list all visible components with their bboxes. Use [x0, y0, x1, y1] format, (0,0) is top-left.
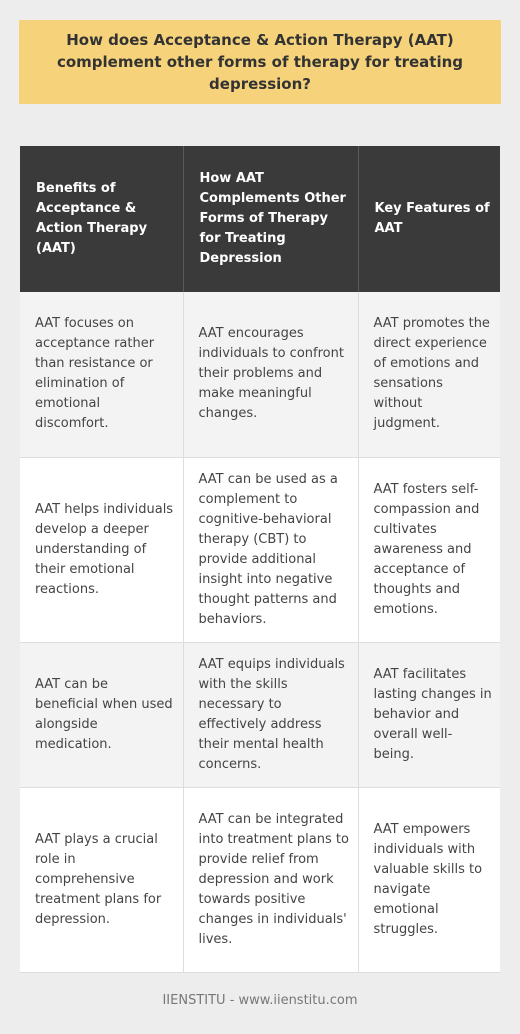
- table-row: [20, 787, 500, 972]
- table-cell: AAT fosters self-compassion and cultivates awareness and acceptance of thoughts and emotions.: [358, 457, 500, 642]
- table-row: [20, 642, 500, 787]
- table-cell: AAT can be integrated into treatment plans to provide relief from depression and work towards positive changes in individuals' lives.: [183, 787, 358, 972]
- table-cell: AAT helps individuals develop a deeper understanding of their emotional reactions.: [20, 457, 183, 642]
- table-cell: AAT promotes the direct experience of emotions and sensations without judgment.: [358, 292, 500, 457]
- title-banner: [19, 20, 501, 104]
- table-cell: AAT facilitates lasting changes in behavior and overall well-being.: [358, 642, 500, 787]
- table-cell: AAT equips individuals with the skills necessary to effectively address their mental health concerns.: [183, 642, 358, 787]
- column-header-key-features: Key Features of AAT: [358, 146, 500, 292]
- table-header-row: [20, 146, 500, 292]
- table-cell: AAT focuses on acceptance rather than resistance or elimination of emotional discomfort.: [20, 292, 183, 457]
- table-row: [20, 292, 500, 457]
- table-cell: AAT empowers individuals with valuable skills to navigate emotional struggles.: [358, 787, 500, 972]
- table-row: [20, 457, 500, 642]
- table-cell: AAT plays a crucial role in comprehensive treatment plans for depression.: [20, 787, 183, 972]
- column-header-benefits: Benefits of Acceptance & Action Therapy (AAT): [20, 146, 183, 292]
- page-title: How does Acceptance & Action Therapy (AAT) complement other forms of therapy for treating depression?: [56, 31, 464, 93]
- footer-credit: IIENSTITU - www.iienstitu.com: [162, 993, 358, 1008]
- column-header-complements: How AAT Complements Other Forms of Therapy for Treating Depression: [183, 146, 358, 292]
- comparison-table: [20, 146, 500, 973]
- table-cell: AAT can be used as a complement to cognitive-behavioral therapy (CBT) to provide additional insight into negative thought patterns and behaviors.: [183, 457, 358, 642]
- table-cell: AAT can be beneficial when used alongside medication.: [20, 642, 183, 787]
- table-cell: AAT encourages individuals to confront their problems and make meaningful changes.: [183, 292, 358, 457]
